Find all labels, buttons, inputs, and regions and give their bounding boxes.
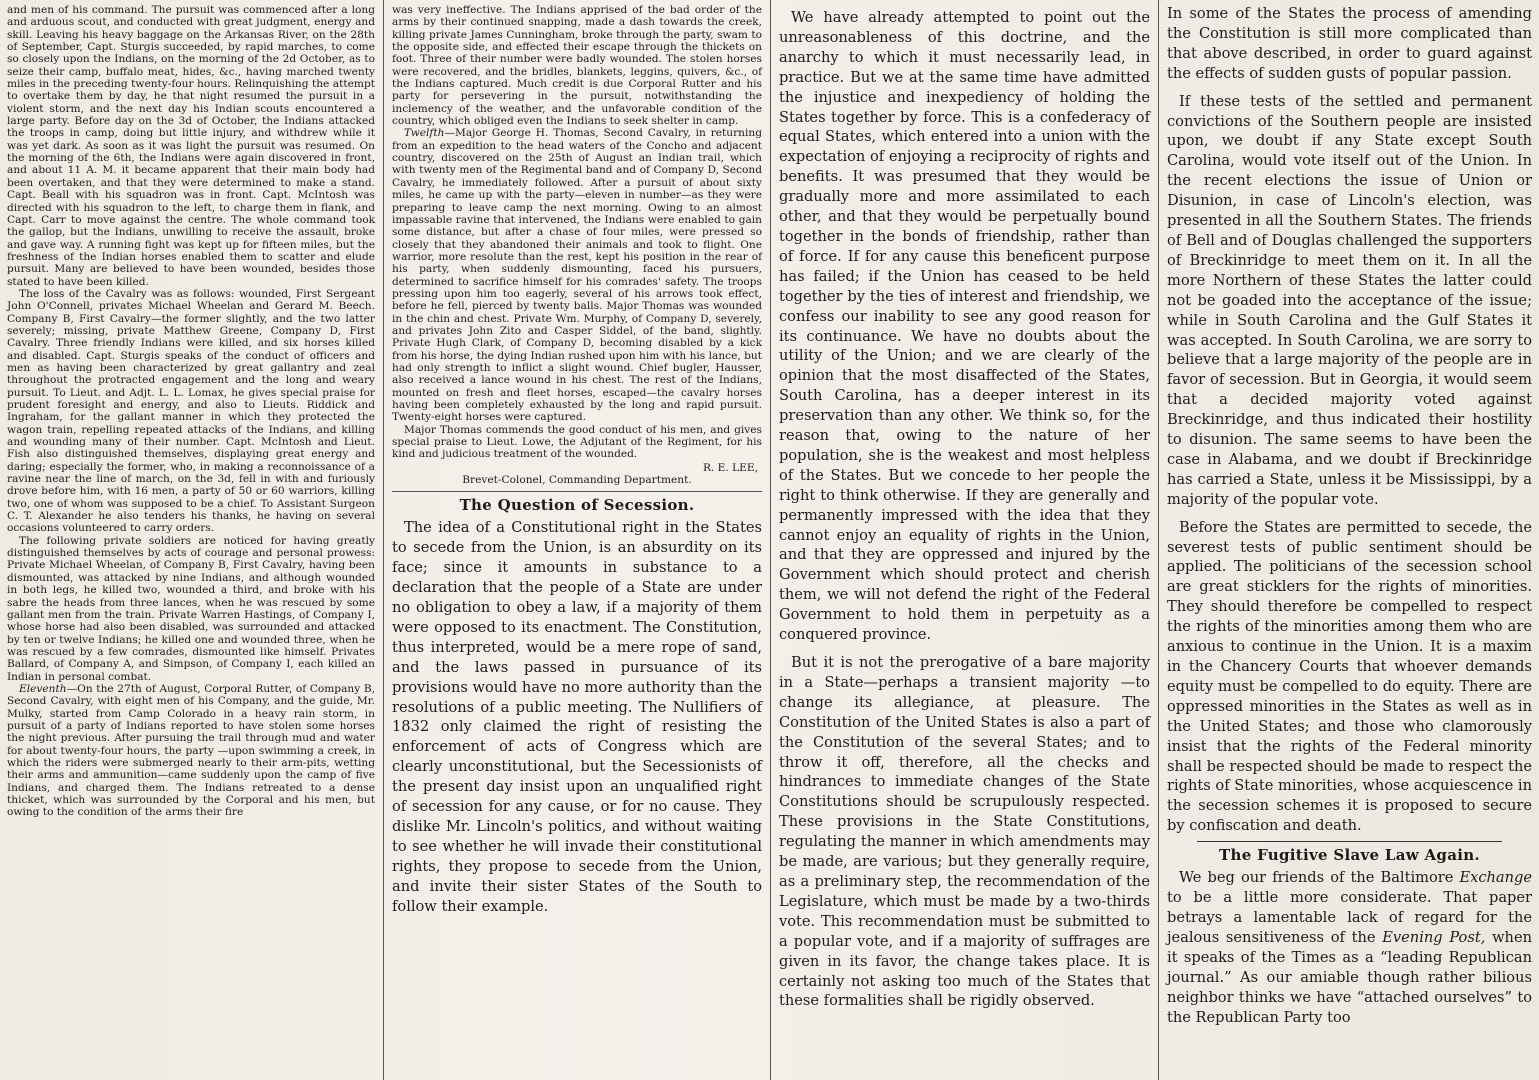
article-paragraph: Before the States are permitted to secede, the severest tests of public sentiment should be applied. The politicians of the secession school are great sticklers for the rights of minorities. They should therefore be compelled to respect the rights of the minorities among them who are anxious to continue in the Union. It is a maxim in the Chancery Courts that whoever demands equity must be compelled to do equity. There are oppressed minorities in the States as well as in the United States; and those who clamorously insist that the rights of the Federal minority shall be respected should be made to respect the rights of State minorities, whose acquiescence in the secession schemes it is proposed to secure by confiscation and death. (1167, 518, 1532, 835)
column-rule (770, 0, 771, 1080)
column-4 (1160, 0, 1539, 1080)
article-paragraph: We have already attempted to point out the unreasonableness of this doctrine, and the anarchy to which it must necessarily lead, in practice. But we at the same time have admitted the injustice and inexpediency of holding the States together by force. This is a confederacy of equal States, which entered into a union with the expectation of enjoying a reciprocity of rights and benefits. It was presumed that they would be gradually more and more assimilated to each other, and that they would be perpetually bound together in the bonds of friendship, rather than of force. If for any cause this beneficent purpose has failed; if the Union has ceased to be held together by the ties of interest and friendship, we confess our inability to see any good reason for its continuance. We have no doubts about the utility of the Union; and we are clearly of the opinion that the most disaffected of the States, South Carolina, has a deeper interest in its preservation than any other. We think so, for the reason that, owing to the nature of her population, she is the weakest and most helpless of the States. But we concede to her people the right to think otherwise. If they are generally and permanently impressed with the idea that they cannot enjoy an equality of rights in the Union, and that they are oppressed and injured by the Government which should protect and cherish them, we will not defend the right of the Federal Government to hold them in perpetuity as a conquered province. (779, 9, 1150, 644)
column-1 (0, 0, 382, 1080)
column-rule (1158, 0, 1159, 1080)
text-run: to be a little more considerate. That paper betrays a lamentable lack of regard for the jealous sensitiveness of the (1167, 889, 1532, 946)
article-paragraph: The idea of a Constitutional right in the States to secede from the Union, is an absurdity on its face; since it amounts in substance to a declaration that the people of a State are under no obligation to obey a law, if a majority of them were opposed to its enactment. The Constitution, thus interpreted, would be a mere rope of sand, and the laws passed in pursuance of its provisions would have no more authority than the resolutions of a public meeting. The Nullifiers of 1832 only claimed the right of resisting the enforcement of acts of Congress which are clearly unconstitutional, but the Secessionists of the present day insist upon an unqualified right of secession for any cause, or for no cause. They dislike Mr. Lincoln's politics, and without waiting to see whether he will invade their constitutional rights, they propose to secede from the Union, and invite their sister States of the South to follow their example. (392, 519, 762, 915)
article-paragraph: But it is not the prerogative of a bare majority in a State—perhaps a transient majority —to change its allegiance, at pleasure. The Constitution of the United States is also a part of the Constitution of the several States; and to throw it off, therefore, all the checks and hindrances to immediate changes of the State Constitutions should be scrupulously respected. These provisions in the State Constitutions, regulating the manner in which amendments may be made, are various; but they generally require, as a preliminary step, the recommendation of the Legislature, which must be made by a two-thirds vote. This recommendation must be submitted to a popular vote, and if a majority of suffrages are given in its favor, the change takes place. It is certainly not asking too much of the States that these formalities shall be rigidly observed. (779, 654, 1150, 1010)
column-3 (772, 0, 1157, 1080)
column-2-paragraph (392, 127, 762, 423)
column-1-paragraph: The loss of the Cavalry was as follows: wounded, First Sergeant John O'Connell, privates Michael Wheelan and Gerard M. Beech. Company B, First Cavalry—the former slightly, and the two latter severely; missing, private Matthew Greene, Company D, First Cavalry. Three friendly Indians were killed, and six horses killed and disabled. Capt. Sturgis speaks of the conduct of officers and men as having been characterized by great gallantry and zeal throughout the protracted engagement and the long and weary pursuit. To Lieut. and Adjt. L. L. Lomax, he gives special praise for prudent foresight and energy, and also to Lieuts. Riddick and Ingraham, for the gallant manner in which they protected the wagon train, repelling repeated attacks of the Indians, and killing and wounding many of their number. Capt. McIntosh and Lieut. Fish also distinguished themselves, displaying great energy and daring; especially the former, who, in making a reconnoissance of a ravine near the line of march, on the 3d, fell in with and furiously drove before him, with 16 men, a party of 50 or 60 warriors, killing two, one of whom was supposed to be a chief. To Assistant Surgeon C. T. Alexander he also tenders his thanks, he having on several occasions volunteered to carry orders. (7, 287, 375, 535)
article-paragraph: If these tests of the settled and permanent convictions of the Southern people are insisted upon, we doubt if any State except South Carolina, would vote itself out of the Union. In the recent elections the issue of Union or Disunion, in case of Lincoln's election, was presented in all the Southern States. The friends of Bell and of Douglas challenged the supporters of Breckinridge to meet them on it. In all the more Northern of these States the latter could not be goaded into the acceptance of the issue; while in South Carolina and the Gulf States it was accepted. In South Carolina, we are sorry to believe that a large majority of the people are in favor of secession. But in Georgia, it would seem that a decided majority voted against Breckinridge, and thus indicated their hostility to disunion. The same seems to have been the case in Alabama, and we doubt if Breckinridge has carried a State, unless it be Mississippi, by a majority of the popular vote. (1167, 92, 1532, 508)
column-2-paragraph: was very ineffective. The Indians apprised of the bad order of the arms by their continued snapping, made a dash towards the creek, killing private James Cunningham, broke through the party, swam to the opposite side, and effected their escape through the thickets on foot. Three of their number were badly wounded. The stolen horses were recovered, and the bridles, blankets, leggins, quivers, &c., of the Indians captured. Much credit is due Corporal Rutter and his party for persevering in the pursuit, notwithstanding the inclemency of the weather, and the unfavorable condition of the country, which obliged even the Indians to seek shelter in camp. (392, 4, 762, 128)
column-2-paragraph: Major Thomas commends the good conduct of his men, and gives special praise to Lieut. Lowe, the Adjutant of the Regiment, for his kind and judicious treatment of the wounded. (392, 423, 762, 461)
publication-name-evening-post: Evening Post, (1382, 928, 1486, 946)
column-2 (385, 0, 769, 1080)
eleventh-report-text: —On the 27th of August, Corporal Rutter, of Company B, Second Cavalry, with eight men of his Company, and the guide, Mr. Mulky, started from Camp Colorado in a heavy rain storm, in pursuit of a party of Indians reported to have stolen some horses the night previous. After pursuing the trail through mud and water for about twenty-four hours, the party —upon swimming a creek, in which the riders were submerged nearly to their arm-pits, wetting their arms and ammunition—came suddenly upon the camp of five Indians, and charged them. The Indians retreated to a dense thicket, which was surrounded by the Corporal and his men, but owing to the condition of the arms their fire (7, 682, 375, 819)
signature-title: Brevet-Colonel, Commanding Department. (462, 474, 692, 487)
column-1-paragraph: and men of his command. The pursuit was commenced after a long and arduous scout, and conducted with great judgment, energy and skill. Leaving his heavy baggage on the Arkansas River, on the 28th of September, Capt. Sturgis succeeded, by rapid marches, to come so closely upon the Indians, on the morning of the 2d October, as to seize their camp, buffalo meat, hides, &c., having marched twenty miles in the preceding twenty-four hours. Relinquishing the attempt to overtake them by day, he that night resumed the pursuit in a violent storm, and the next day his Indian scouts encountered a large party. Before day on the 3d of October, the Indians attacked the troops in camp, doing but little injury, and withdrew while it was yet dark. As soon as it was light the pursuit was resumed. On the morning of the 6th, the Indians were again discovered in front, and about 11 A. M. it became apparent that their main body had been overtaken, and that they were determined to make a stand. Capt. Beall with his squadron was in front. Capt. McIntosh was directed with his squadron to the left, to charge them in flank, and Capt. Carr to move against the centre. The whole command took the gallop, but the Indians, unwilling to receive the assault, broke and gave way. A running fight was kept up for fifteen miles, but the freshness of the Indian horses enabled them to scatter and elude pursuit. Many are believed to have been wounded, besides those stated to have been killed. (7, 4, 375, 288)
publication-name-exchange: Exchange (1459, 869, 1533, 887)
section-divider (1197, 841, 1502, 842)
section-divider (392, 491, 762, 492)
section-lead-twelfth: Twelfth (404, 127, 445, 140)
article-heading: The Question of Secession. (459, 496, 695, 515)
text-run: when it speaks of the Times as a “leading Republican journal.” As our amiable though rather bilious neighbor thinks we have “attached ourselves” to the Republican Party too (1167, 928, 1532, 1026)
article-heading: The Fugitive Slave Law Again. (1219, 846, 1480, 865)
signature-name: R. E. LEE, (702, 461, 758, 474)
section-lead-eleventh: Eleventh (19, 682, 67, 695)
twelfth-report-text: —Major George H. Thomas, Second Cavalry, in returning from an expedition to the head waters of the Concho and adjacent country, discovered on the 25th of August an Indian trail, which with twenty men of the Regimental band and of Company D, Second Cavalry, he immediately followed. After a pursuit of about sixty miles, he came up with the party—eleven in number—as they were preparing to leave camp the next morning. Owing to an almost impassable ravine that intervened, the Indians were enabled to gain some distance, but after a chase of four miles, were pressed so closely that they abandoned their animals and took to flight. One warrior, more resolute than the rest, kept his position in the rear of his party, when suddenly dismounting, faced his pursuers, determined to sacrifice himself for his comrades' safety. The troops pressing upon him too eagerly, several of his arrows took effect, before he fell, pierced by twenty balls. Major Thomas was wounded in the chin and chest. Private Wm. Murphy, of Company D, severely, and privates John Zito and Casper Siddel, of the band, slightly. Private Hugh Clark, of Company D, becoming disabled by a kick from his horse, the dying Indian rushed upon him with his lance, but had only strength to inflict a slight wound. Chief bugler, Hausser, also received a lance wound in his chest. The rest of the Indians, mounted on fresh and fleet horses, escaped—the cavalry horses having been completely exhausted by the long and rapid pursuit. Twenty-eight horses were captured. (392, 127, 762, 424)
column-1-paragraph (7, 683, 375, 819)
column-rule (383, 0, 384, 1080)
article-paragraph (1167, 868, 1532, 1027)
column-1-paragraph: The following private soldiers are noticed for having greatly distinguished themselves by acts of courage and personal prowess: Private Michael Wheelan, of Company B, First Cavalry, having been dismounted, was attacked by nine Indians, and although wounded in both legs, he killed two, wounded a third, and broke with his sabre the heads from three lances, when he was rescued by some gallant men from the train. Private Warren Hastings, of Company I, whose horse had also been disabled, was surrounded and attacked by ten or twelve Indians; he killed one and wounded three, when he was rescued by a few comrades, dismounted like himself. Privates Ballard, of Company A, and Simpson, of Company I, each killed an Indian in personal combat. (7, 534, 375, 683)
text-run: We beg our friends of the Baltimore (1179, 869, 1454, 887)
article-paragraph: In some of the States the process of amending the Constitution is still more complicated than that above described, in order to guard against the effects of sudden gusts of popular passion. (1167, 5, 1532, 82)
